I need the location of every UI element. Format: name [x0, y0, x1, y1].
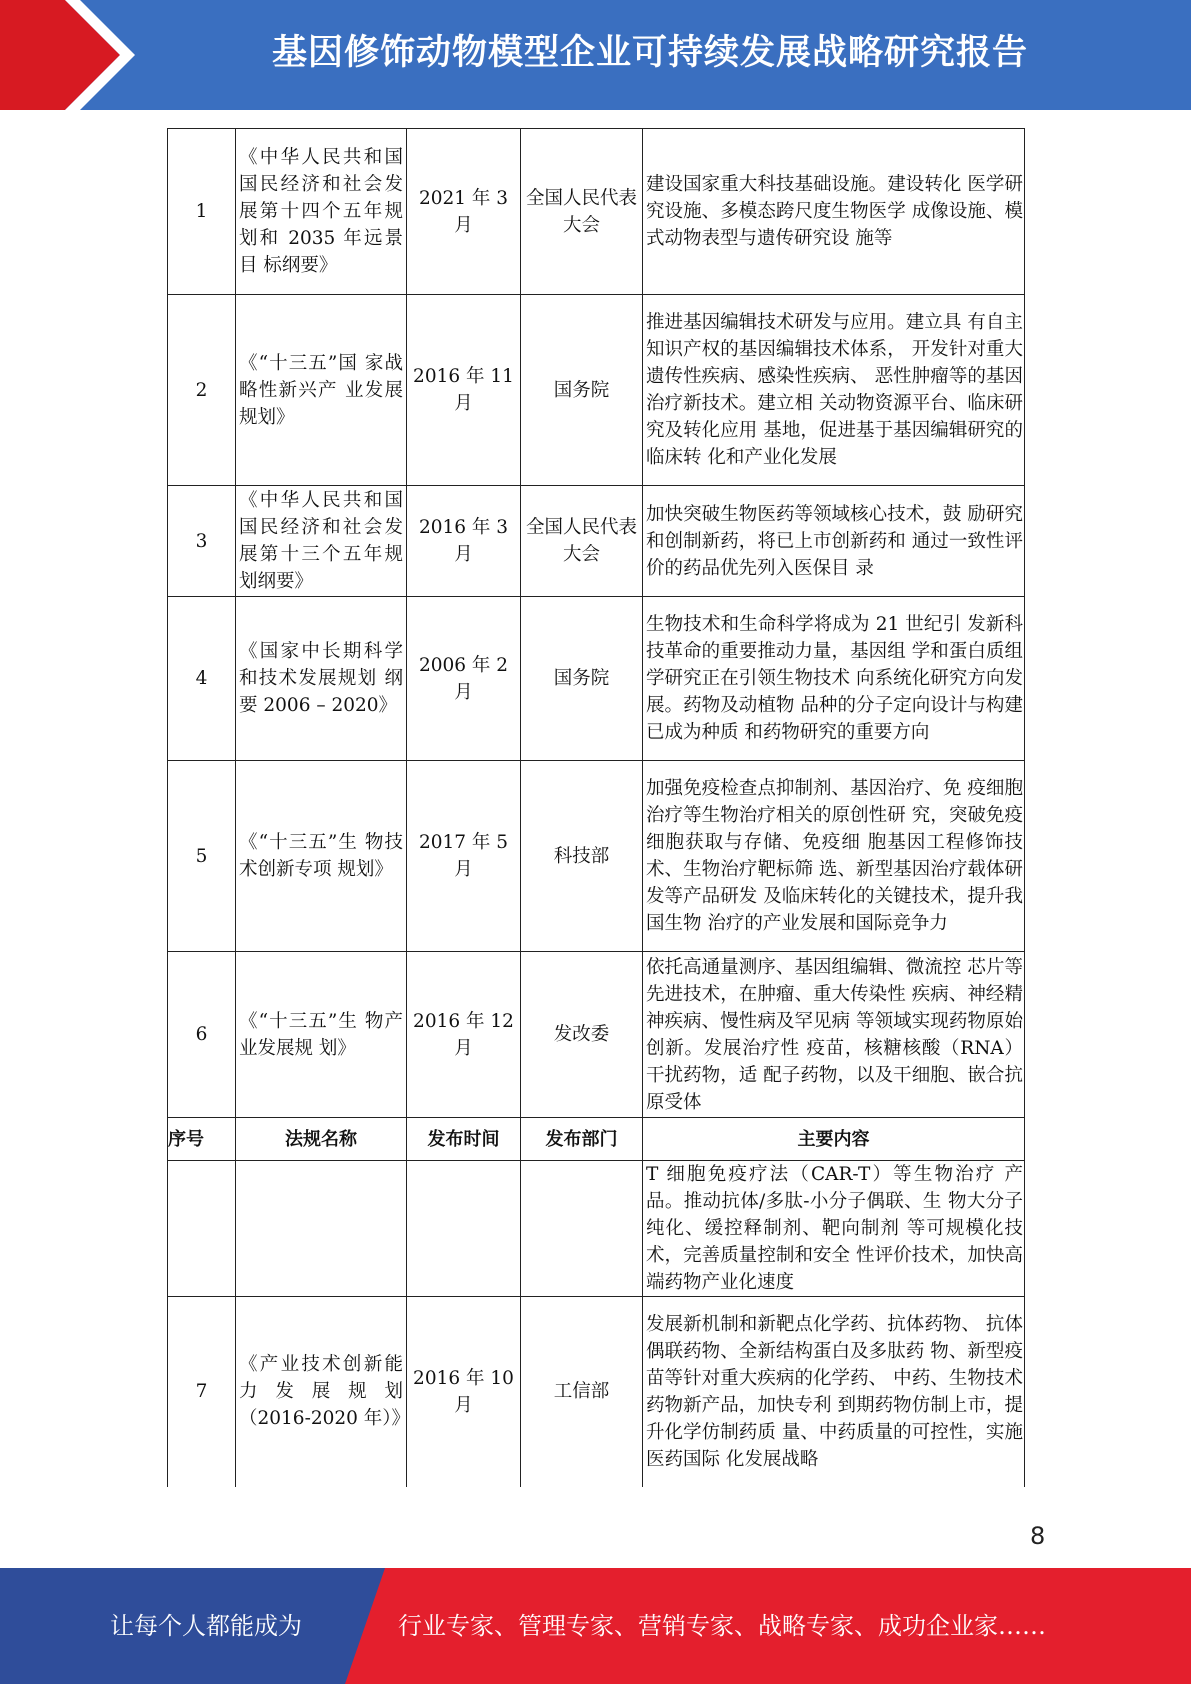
report-title: 基因修饰动物模型企业可持续发展战略研究报告 — [271, 33, 1028, 73]
table-row — [168, 1161, 1025, 1297]
regulation-name: 《中华人民共和国国民经济和社会发展第十三个五年规划纲要》 — [236, 486, 407, 597]
header-index: 序号 — [168, 1118, 236, 1161]
row-index: 2 — [168, 295, 236, 486]
publish-date — [407, 1161, 521, 1297]
publish-date: 2016 年 11 月 — [407, 295, 521, 486]
publishing-department: 全国人民代表大会 — [521, 129, 643, 295]
header-publish-date: 发布时间 — [407, 1118, 521, 1161]
main-content: 推进基因编辑技术研发与应用。建立具 有自主知识产权的基因编辑技术体系， 开发针对重大遗传性疾病、感染性疾病、 恶性肿瘤等的基因治疗新技术。建立相 关动物资源平台、临床研究及转化应用 基地，促进基于基因编辑研究的临床转 化和产业化发展 — [643, 295, 1025, 486]
publish-date: 2016 年 3 月 — [407, 486, 521, 597]
table-row — [168, 952, 1025, 1118]
header-regulation-name: 法规名称 — [236, 1118, 407, 1161]
regulation-name: 《国家中长期科学和技术发展规划 纲 要 2006 – 2020》 — [236, 597, 407, 761]
main-content: 建设国家重大科技基础设施。建设转化 医学研究设施、多模态跨尺度生物医学 成像设施、模式动物表型与遗传研究设 施等 — [643, 129, 1025, 295]
row-index: 6 — [168, 952, 236, 1118]
page-number: 8 — [1030, 1522, 1046, 1550]
row-index: 3 — [168, 486, 236, 597]
regulation-name: 《中华人民共和国国民经济和社会发展第十四个五年规划和 2035 年远景目 标纲要》 — [236, 129, 407, 295]
publishing-department: 工信部 — [521, 1297, 643, 1487]
row-index — [168, 1161, 236, 1297]
header-main-content: 主要内容 — [643, 1118, 1025, 1161]
main-content: 发展新机制和新靶点化学药、抗体药物、 抗体偶联药物、全新结构蛋白及多肽药 物、新型疫苗等针对重大疾病的化学药、 中药、生物技术药物新产品，加快专利 到期药物仿制上市，提升化学仿制药质 量、中药质量的可控性，实施医药国际 化发展战略 — [643, 1297, 1025, 1487]
publishing-department: 国务院 — [521, 295, 643, 486]
publishing-department — [521, 1161, 643, 1297]
regulation-name — [236, 1161, 407, 1297]
header-publishing-department: 发布部门 — [521, 1118, 643, 1161]
table-header-row — [168, 1118, 1025, 1161]
footer-slogan-left: 让每个人都能成为 — [110, 1612, 302, 1640]
publishing-department: 发改委 — [521, 952, 643, 1118]
publish-date: 2017 年 5 月 — [407, 761, 521, 952]
publish-date: 2021 年 3 月 — [407, 129, 521, 295]
main-content: 生物技术和生命科学将成为 21 世纪引 发新科技革命的重要推动力量，基因组 学和蛋白质组学研究正在引领生物技术 向系统化研究方向发展。药物及动植物 品种的分子定向设计与构建已成为种质 和药物研究的重要方向 — [643, 597, 1025, 761]
footer-slogan-right: 行业专家、管理专家、营销专家、战略专家、成功企业家…… — [398, 1612, 1046, 1640]
regulation-name: 《“十三五”国 家战略性新兴产 业发展规划》 — [236, 295, 407, 486]
report-header-banner — [0, 0, 1191, 110]
row-index: 4 — [168, 597, 236, 761]
table-row — [168, 1297, 1025, 1487]
main-content: 加强免疫检查点抑制剂、基因治疗、免 疫细胞治疗等生物治疗相关的原创性研 究，突破免疫细胞获取与存储、免疫细 胞基因工程修饰技术、生物治疗靶标筛 选、新型基因治疗载体研发等产品研发 及临床转化的关键技术，提升我国生物 治疗的产业发展和国际竞争力 — [643, 761, 1025, 952]
table-row — [168, 295, 1025, 486]
main-content: 加快突破生物医药等领域核心技术，鼓 励研究和创制新药，将已上市创新药和 通过一致性评价的药品优先列入医保目 录 — [643, 486, 1025, 597]
regulation-name: 《产业技术创新能力发展规划（2016-2020 年）》 — [236, 1297, 407, 1487]
publish-date: 2006 年 2 月 — [407, 597, 521, 761]
regulation-name: 《“十三五”生 物产业发展规 划》 — [236, 952, 407, 1118]
regulations-table — [167, 128, 1025, 1487]
table-row — [168, 129, 1025, 295]
table-row — [168, 761, 1025, 952]
publishing-department: 科技部 — [521, 761, 643, 952]
row-index: 1 — [168, 129, 236, 295]
publishing-department: 国务院 — [521, 597, 643, 761]
row-index: 7 — [168, 1297, 236, 1487]
publish-date: 2016 年 12 月 — [407, 952, 521, 1118]
header-red-arrow — [0, 0, 150, 110]
table-row — [168, 597, 1025, 761]
table-row — [168, 486, 1025, 597]
main-content: 依托高通量测序、基因组编辑、微流控 芯片等先进技术，在肿瘤、重大传染性 疾病、神经精神疾病、慢性病及罕见病 等领域实现药物原始创新。发展治疗性 疫苗，核糖核酸（RNA）干扰药物，适 配子药物，以及干细胞、嵌合抗原受体 — [643, 952, 1025, 1118]
publishing-department: 全国人民代表大会 — [521, 486, 643, 597]
regulation-name: 《“十三五”生 物技术创新专项 规划》 — [236, 761, 407, 952]
publish-date: 2016 年 10 月 — [407, 1297, 521, 1487]
footer-banner — [0, 1568, 1191, 1684]
main-content: T 细胞免疫疗法（CAR-T）等生物治疗 产品。推动抗体/多肽-小分子偶联、生 物大分子纯化、缓控释制剂、靶向制剂 等可规模化技术，完善质量控制和安全 性评价技术，加快高端药物产业化速度 — [643, 1161, 1025, 1297]
row-index: 5 — [168, 761, 236, 952]
